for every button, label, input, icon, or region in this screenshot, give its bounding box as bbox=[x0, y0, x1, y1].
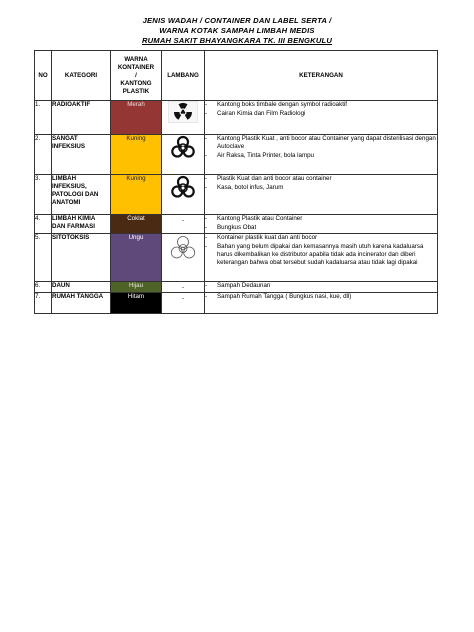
description-item bbox=[205, 135, 437, 151]
row-symbol bbox=[162, 135, 205, 175]
description-text: Kantong Plastik Kuat , anti bocor atau Container yang dapat disterilisasi dengan Autoclave bbox=[217, 135, 436, 150]
header-kategori: KATEGORI bbox=[52, 51, 111, 101]
bullet-dash: - bbox=[205, 224, 208, 231]
radiation-icon bbox=[168, 101, 198, 123]
description-text: Bahan yang belum dipakai dan kemasannya masih utuh karena kadaluarsa harus dikembalikan ke distributor apabila tidak ada incinerator dan diberi keterangan bahwa obat tersebut sudah kadaluarsa atau tidak lagi dipakai bbox=[217, 243, 424, 266]
row-description bbox=[205, 215, 438, 234]
table-row bbox=[35, 135, 438, 175]
row-container-color: Hitam bbox=[111, 293, 162, 314]
row-category: LIMBAH INFEKSIUS, PATOLOGI DAN ANATOMI bbox=[52, 175, 111, 215]
biohazard-icon bbox=[168, 175, 198, 201]
row-symbol-none: - bbox=[162, 293, 205, 314]
description-item bbox=[205, 215, 437, 223]
row-symbol bbox=[162, 234, 205, 282]
row-container-color: Ungu bbox=[111, 234, 162, 282]
table-row bbox=[35, 101, 438, 135]
row-number: 2. bbox=[35, 135, 52, 175]
description-text: Cairan Kimia dan Film Radiologi bbox=[217, 110, 306, 117]
header-warna-line-1: WARNA bbox=[124, 55, 148, 63]
description-item bbox=[205, 234, 437, 242]
description-text: Kantong Plastik atau Container bbox=[217, 215, 303, 222]
description-text: Kontainer plastik kuat dan anti bocor bbox=[217, 234, 318, 241]
table-row bbox=[35, 282, 438, 293]
bullet-dash: - bbox=[205, 234, 208, 241]
header-warna-line-2: KONTAINER bbox=[117, 63, 155, 71]
bullet-dash: - bbox=[205, 243, 208, 250]
row-description bbox=[205, 101, 438, 135]
table-row bbox=[35, 293, 438, 314]
row-category: SITOTOKSIS bbox=[52, 234, 111, 282]
description-item bbox=[205, 184, 437, 192]
biohazard-icon bbox=[168, 135, 198, 161]
row-container-color: Hijau bbox=[111, 282, 162, 293]
row-container-color: Coklat bbox=[111, 215, 162, 234]
row-description bbox=[205, 175, 438, 215]
row-description bbox=[205, 135, 438, 175]
row-symbol bbox=[162, 175, 205, 215]
row-category: RADIOAKTIF bbox=[52, 101, 111, 135]
row-container-color: Kuning bbox=[111, 175, 162, 215]
bullet-dash: - bbox=[205, 282, 208, 289]
table-row bbox=[35, 215, 438, 234]
bullet-dash: - bbox=[205, 135, 208, 142]
description-text: Sampah Rumah Tangga ( Bungkus nasi, kue, dll) bbox=[217, 293, 352, 300]
header-warna-line-5: PLASTIK bbox=[122, 87, 150, 95]
table-row bbox=[35, 175, 438, 215]
bullet-dash: - bbox=[205, 101, 208, 108]
row-number: 4. bbox=[35, 215, 52, 234]
bullet-dash: - bbox=[205, 293, 208, 300]
description-item bbox=[205, 243, 437, 267]
bullet-dash: - bbox=[205, 215, 208, 222]
description-item bbox=[205, 293, 437, 301]
description-text: Sampah Dedaunan bbox=[217, 282, 271, 289]
row-container-color: Kuning bbox=[111, 135, 162, 175]
header-warna bbox=[111, 51, 162, 101]
description-item bbox=[205, 110, 437, 118]
row-symbol-none: - bbox=[162, 215, 205, 234]
description-item bbox=[205, 282, 437, 290]
header-warna-line-4: KANTONG bbox=[120, 79, 152, 87]
description-item bbox=[205, 152, 437, 160]
row-description bbox=[205, 293, 438, 314]
title-line-1: JENIS WADAH / CONTAINER DAN LABEL SERTA / bbox=[142, 16, 332, 25]
row-number: 6. bbox=[35, 282, 52, 293]
row-number: 7. bbox=[35, 293, 52, 314]
row-number: 5. bbox=[35, 234, 52, 282]
row-category: SANGAT INFEKSIUS bbox=[52, 135, 111, 175]
bullet-dash: - bbox=[205, 110, 208, 117]
row-description bbox=[205, 282, 438, 293]
title-line-3: RUMAH SAKIT BHAYANGKARA TK. III BENGKULU bbox=[141, 36, 333, 45]
row-description bbox=[205, 234, 438, 282]
row-category: LIMBAH KIMIA DAN FARMASI bbox=[52, 215, 111, 234]
header-row bbox=[35, 51, 438, 101]
description-text: Air Raksa, Tinta Printer, bola lampu bbox=[217, 152, 314, 159]
document-title bbox=[0, 16, 474, 46]
title-line-2: WARNA KOTAK SAMPAH LIMBAH MEDIS bbox=[159, 26, 315, 35]
row-category: DAUN bbox=[52, 282, 111, 293]
cytotoxic-icon bbox=[168, 234, 198, 262]
bullet-dash: - bbox=[205, 152, 208, 159]
table-row bbox=[35, 234, 438, 282]
row-category: RUMAH TANGGA bbox=[52, 293, 111, 314]
description-item bbox=[205, 175, 437, 183]
description-item bbox=[205, 224, 437, 232]
row-container-color: Merah bbox=[111, 101, 162, 135]
header-no: NO bbox=[35, 51, 52, 101]
row-symbol bbox=[162, 101, 205, 135]
bullet-dash: - bbox=[205, 175, 208, 182]
row-symbol-none: - bbox=[162, 282, 205, 293]
description-item bbox=[205, 101, 437, 109]
description-text: Bungkus Obat bbox=[217, 224, 257, 231]
description-text: Kasa, botol infus, Jarum bbox=[217, 184, 284, 191]
description-text: Kantong boks timbale dengan symbol radioaktif bbox=[217, 101, 348, 108]
header-warna-line-3: / bbox=[135, 71, 137, 79]
bullet-dash: - bbox=[205, 184, 208, 191]
header-keterangan: KETERANGAN bbox=[205, 51, 438, 101]
row-number: 1. bbox=[35, 101, 52, 135]
waste-container-table bbox=[34, 50, 438, 314]
description-text: Plastik Kuat dan anti bocor atau container bbox=[217, 175, 332, 182]
row-number: 3. bbox=[35, 175, 52, 215]
header-lambang: LAMBANG bbox=[162, 51, 205, 101]
